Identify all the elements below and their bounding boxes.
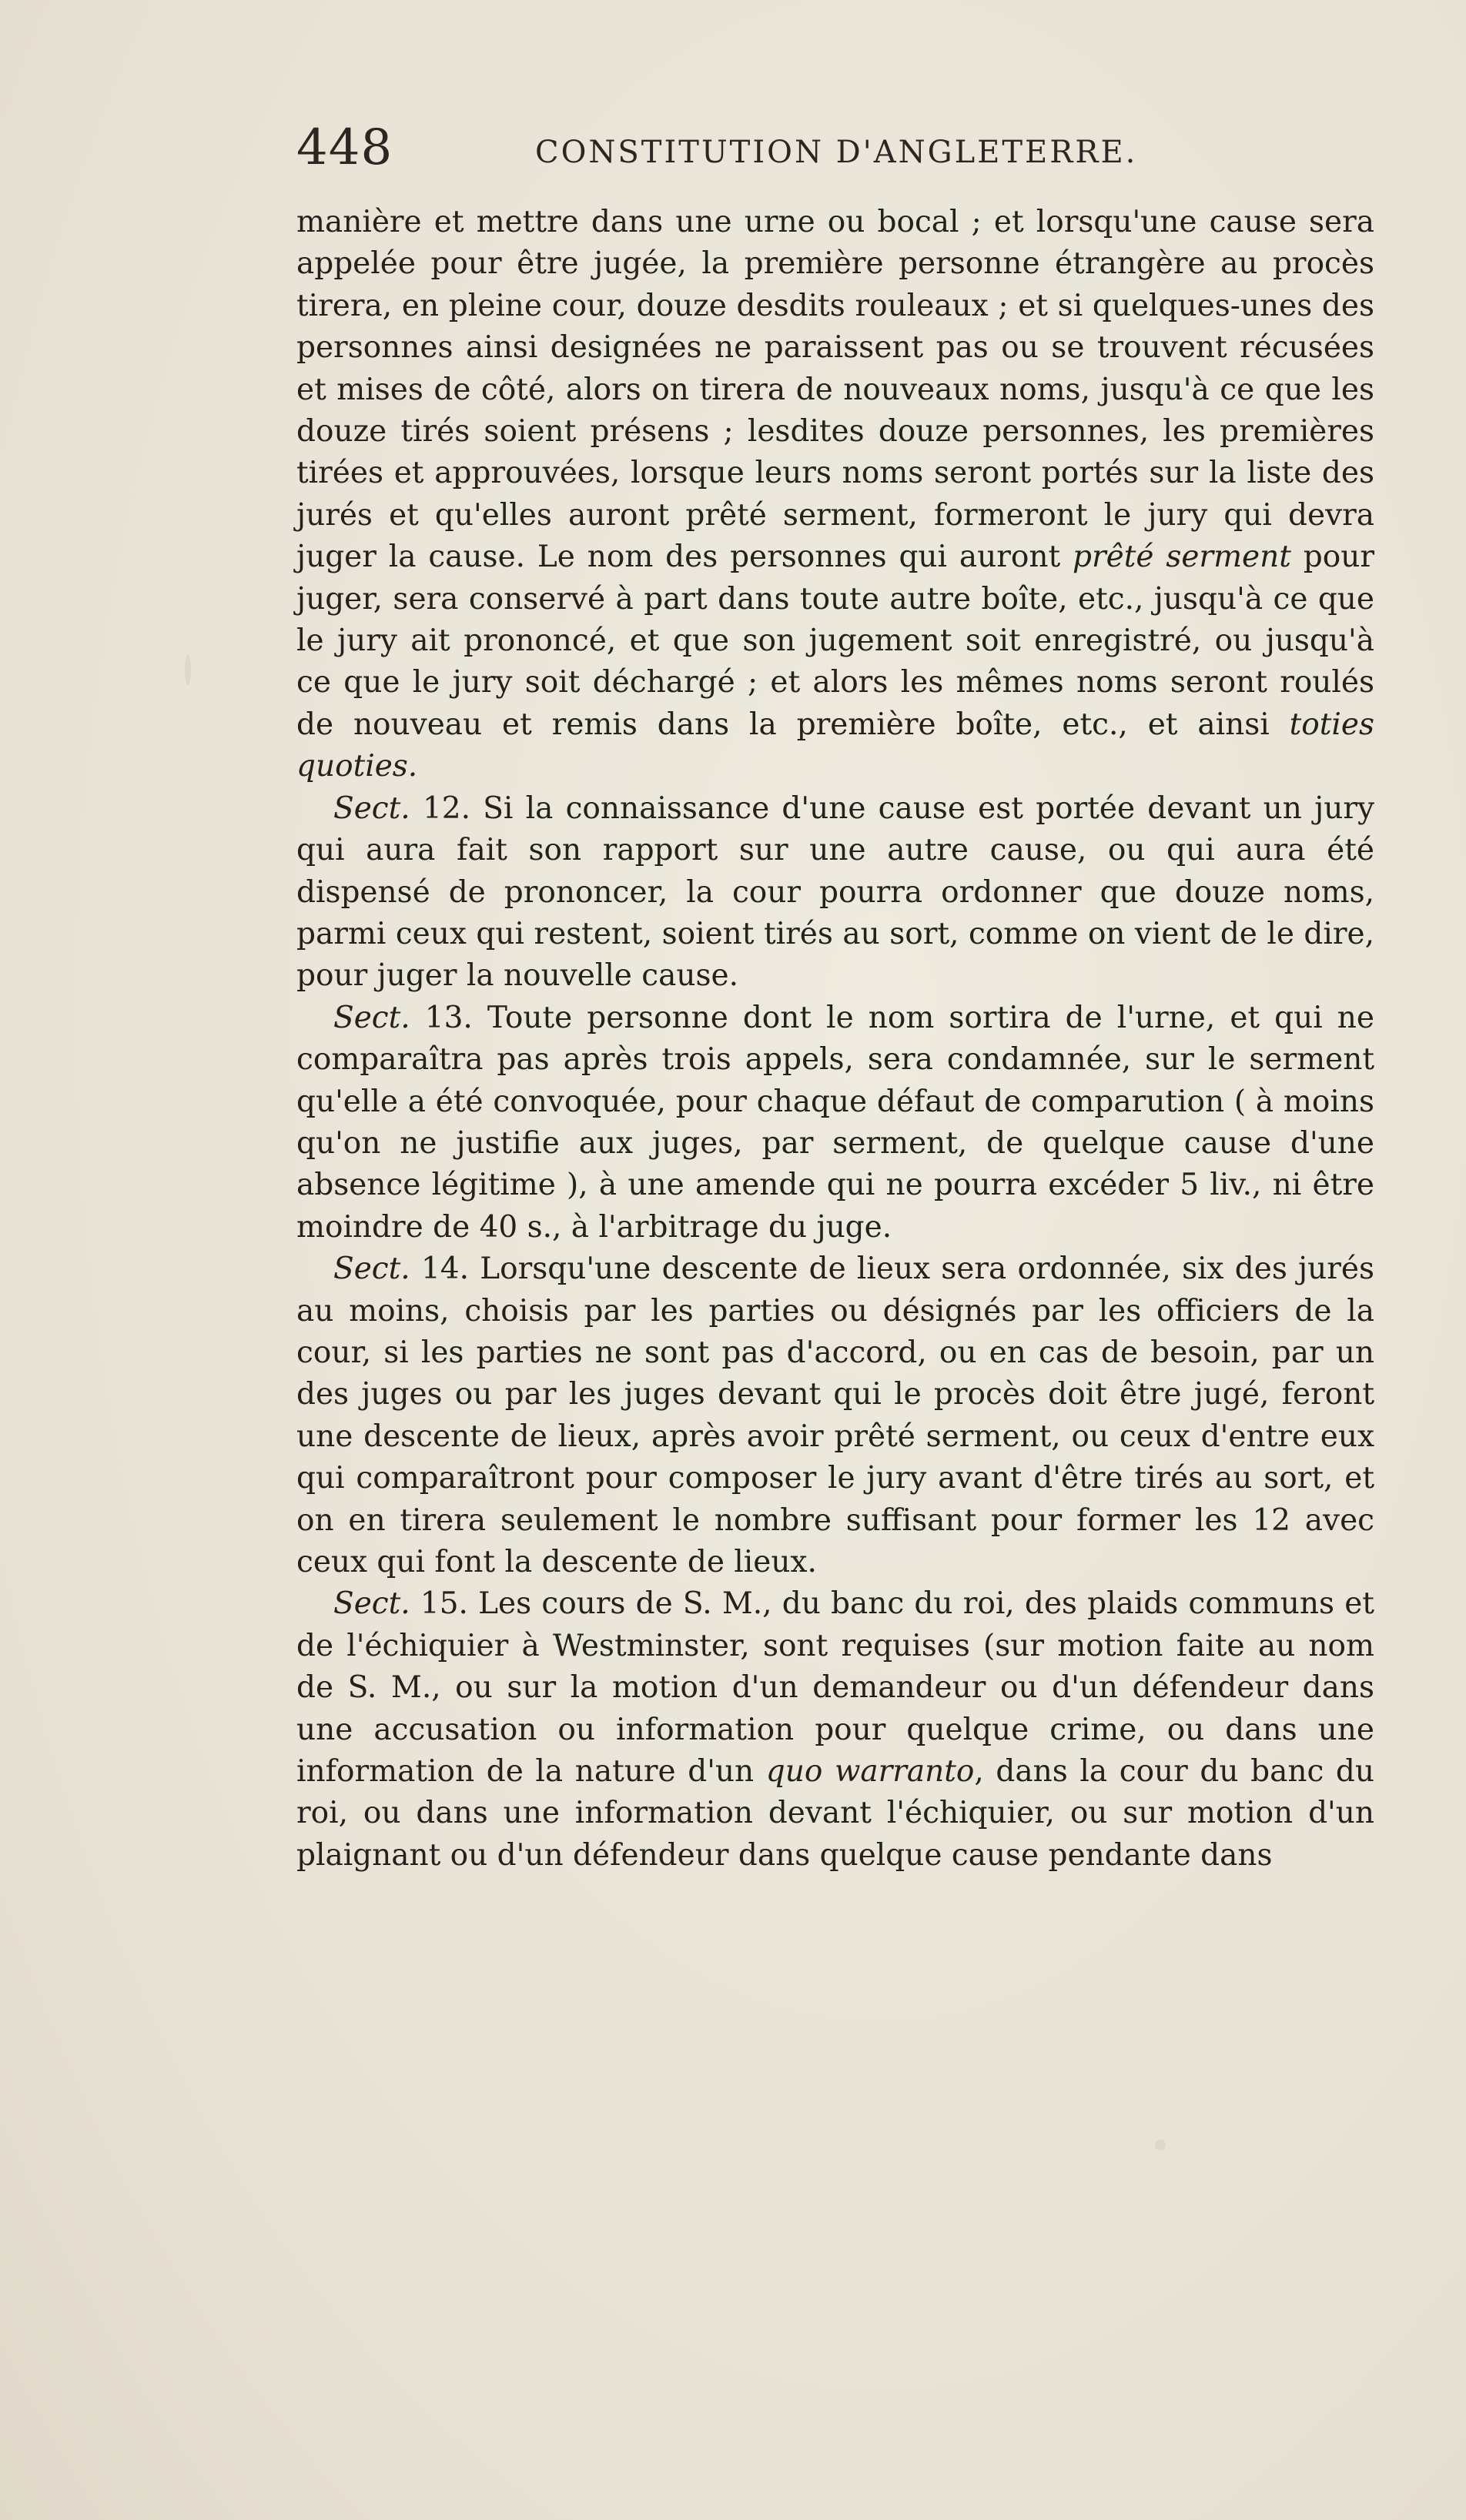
- italic-phrase: quo warranto: [765, 1754, 975, 1790]
- section-14: [296, 1248, 1374, 1583]
- page-header: [296, 119, 1397, 181]
- section-number: 14.: [420, 1252, 469, 1287]
- section-12: [296, 788, 1374, 998]
- italic-phrase: toties quoties.: [296, 707, 1374, 784]
- section-text: Lorsqu'une descente de lieux sera ordonnée, six des jurés au moins, choisis par les parties ou désignés par les officiers de la cour, si les parties ne sont pas d'accord, ou en cas de besoin, par un des juges ou par les juges devant qui le procès doit être jugé, feront une descente de lieux, après avoir prêté serment, ou ceux d'entre eux qui comparaîtront pour composer le jury avant d'être tirés au sort, et on en tirera seulement le nombre suffisant pour former les 12 avec ceux qui font la descente de lieux.: [296, 1252, 1374, 1579]
- section-text: Si la connaissance d'une cause est portée devant un jury qui aura fait son rapport sur une autre cause, ou qui aura été dispensé de prononcer, la cour pourra ordonner que douze noms, parmi ceux qui restent, soient tirés au sort, comme on vient de le dire, pour juger la nouvelle cause.: [296, 790, 1374, 994]
- section-number: 15.: [420, 1586, 468, 1622]
- running-title: CONSTITUTION D'ANGLETERRE.: [535, 135, 1138, 170]
- section-number: 13.: [424, 1000, 473, 1035]
- paper-stain: [185, 654, 191, 685]
- section-text: Toute personne dont le nom sortira de l'urne, et qui ne comparaîtra pas après trois appels, sera condamnée, sur le serment qu'elle a été convoquée, pour chaque défaut de comparution ( à moins qu'on ne justifie aux juges, par serment, de quelque cause d'une absence légitime ), à une amende qui ne pourra excéder 5 liv., ni être moindre de 40 s., à l'arbitrage du juge.: [296, 1000, 1374, 1245]
- page-number: 448: [296, 119, 393, 176]
- section-15: [296, 1583, 1374, 1877]
- section-label: Sect.: [333, 1586, 410, 1622]
- body-text: [296, 202, 1374, 1877]
- italic-phrase: prêté serment: [1073, 540, 1291, 575]
- section-label: Sect.: [333, 1252, 410, 1287]
- section-13: [296, 998, 1374, 1248]
- paragraph-text: manière et mettre dans une urne ou bocal ; et lorsqu'une cause sera appelée pour être jugée, la première personne étrangère au procès tirera, en pleine cour, douze desdits rouleaux ; et si quelques-unes des personnes ainsi designées ne paraissent pas ou se trouvent récusées et mises de côté, alors on tirera de nouveaux noms, jusqu'à ce que les douze tirés soient présens ; lesdites douze personnes, les premières tirées et approuvées, lorsque leurs noms seront portés sur la liste des jurés et qu'elles auront prêté serment, formeront le jury qui devra juger la cause. Le nom des personnes qui auront: [296, 205, 1374, 575]
- section-text: Les cours de S. M., du banc du roi, des plaids communs et de l'échiquier à Westminster, sont requises (sur motion faite au nom de S. M., ou sur la motion d'un demandeur ou d'un défendeur dans une accusation ou information pour quelque crime, ou dans une information de la nature d'un: [296, 1586, 1374, 1790]
- section-label: Sect.: [333, 790, 410, 826]
- paper-stain: [1155, 2140, 1166, 2151]
- section-text: , dans la cour du banc du roi, ou dans une information devant l'échiquier, ou sur motion d'un plaignant ou d'un défendeur dans quelque cause pendante dans: [296, 1754, 1374, 1873]
- paragraph-continuation: [296, 202, 1374, 788]
- paragraph-text: pour juger, sera conservé à part dans toute autre boîte, etc., jusqu'à ce que le jury ait prononcé, et que son jugement soit enregistré, ou jusqu'à ce que le jury soit déchargé ; et alors les mêmes noms seront roulés de nouveau et remis dans la première boîte, etc., et ainsi: [296, 540, 1374, 742]
- section-label: Sect.: [333, 1000, 410, 1035]
- section-number: 12.: [422, 790, 470, 826]
